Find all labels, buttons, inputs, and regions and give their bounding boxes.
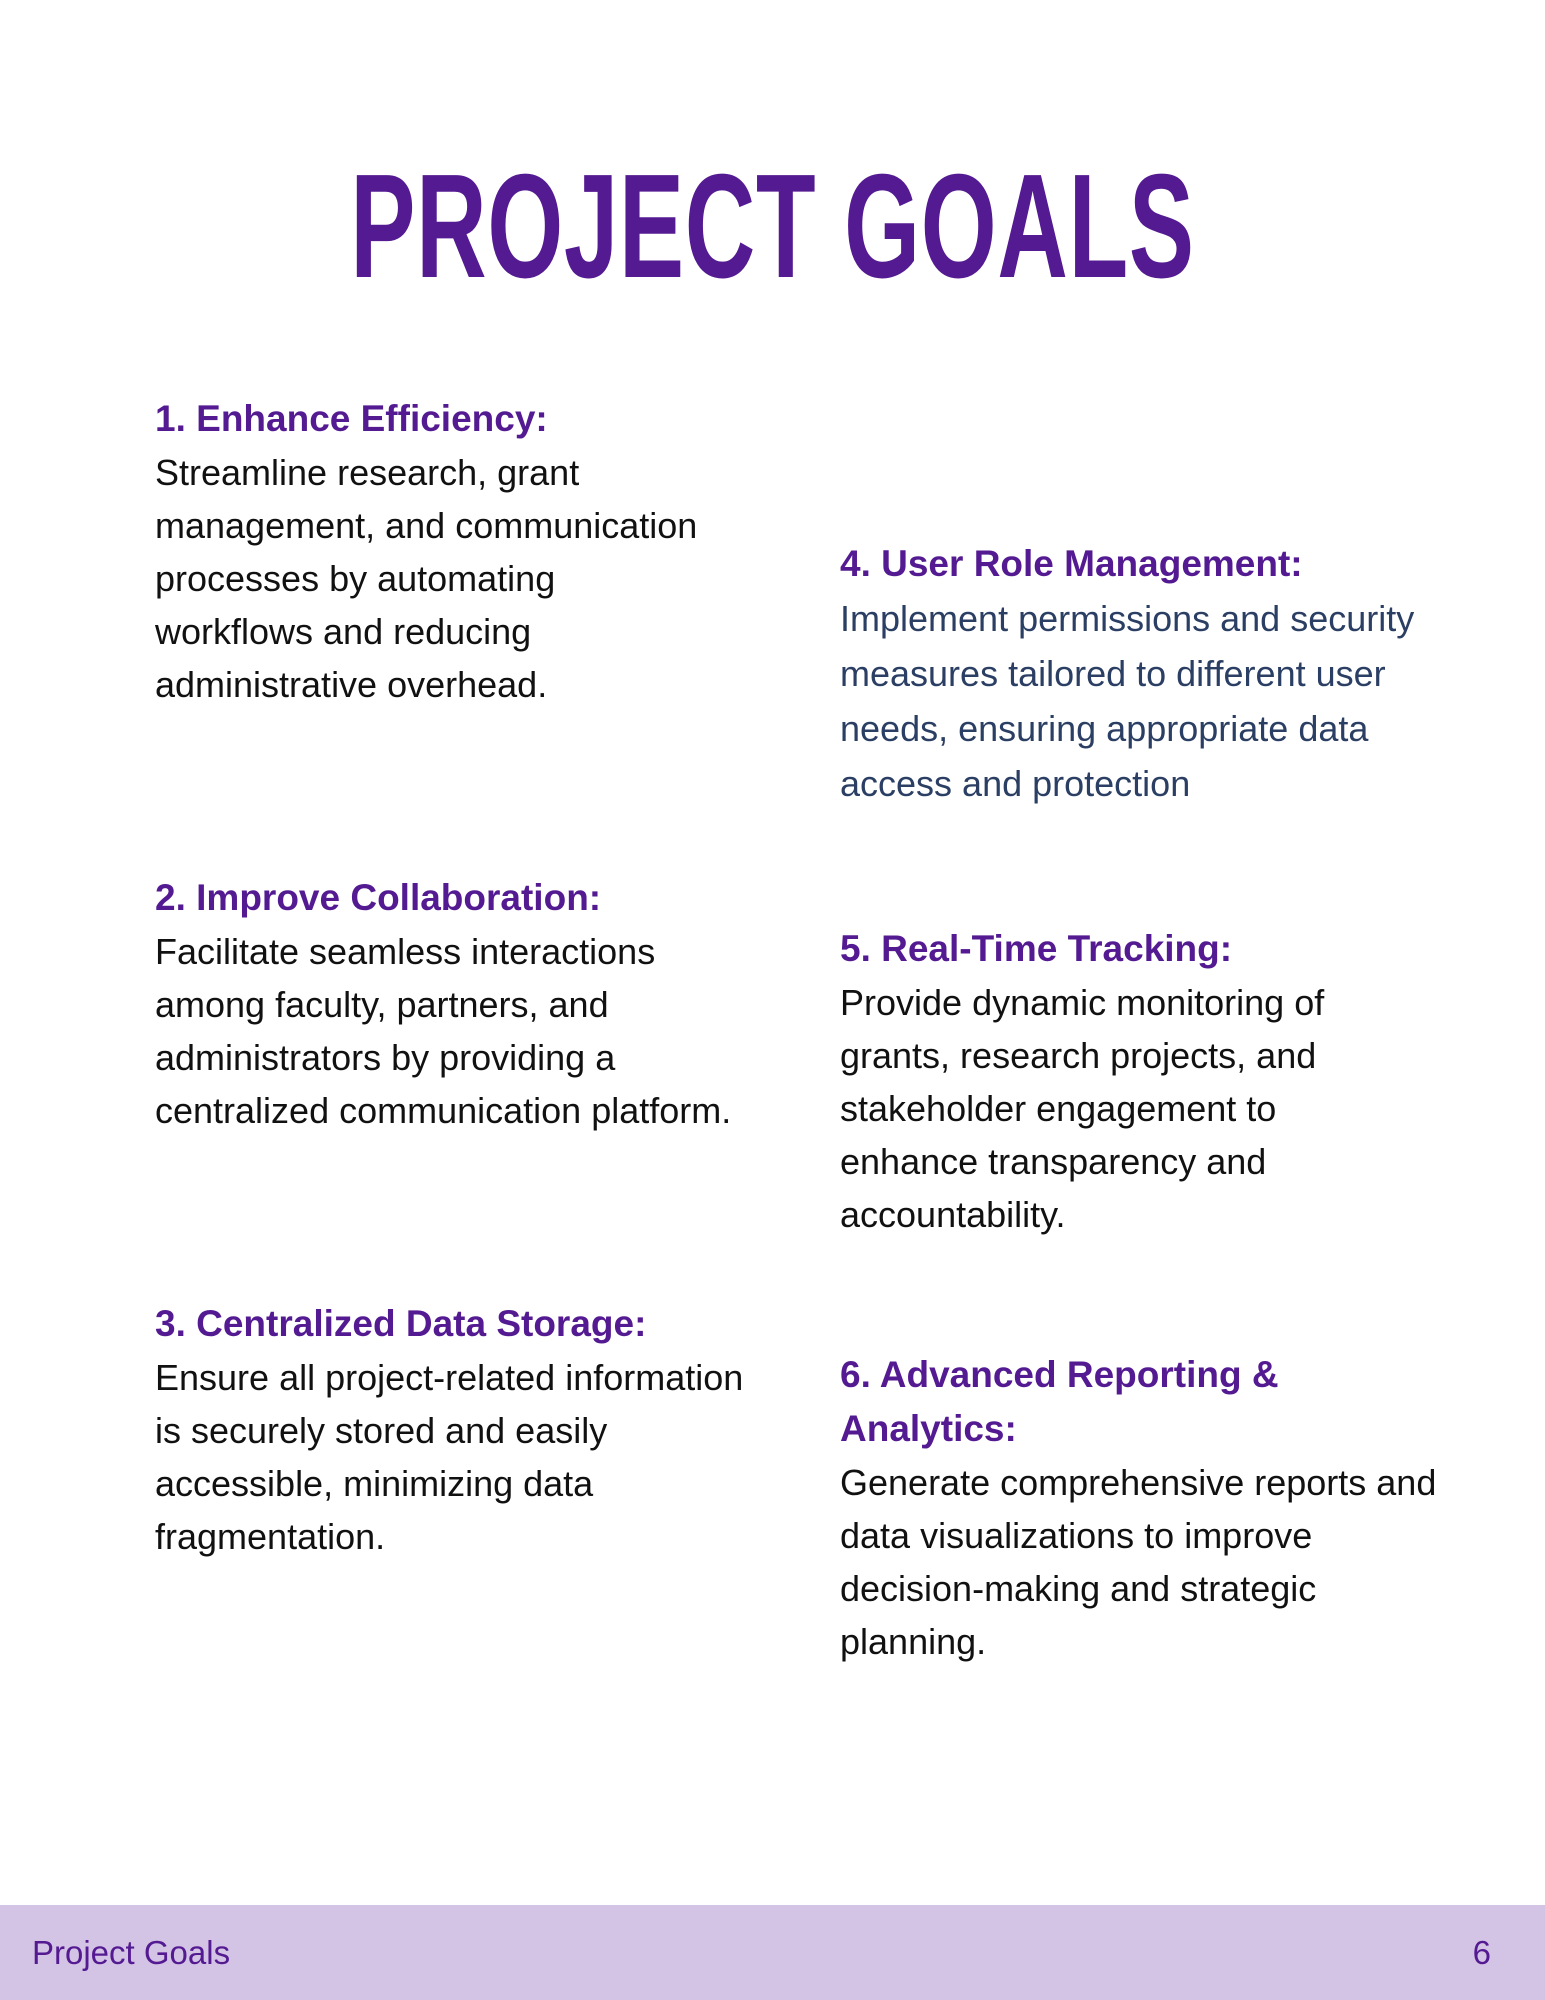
goal-description: Facilitate seamless interactions among faculty, partners, and administrators by providing a centralized communication platform. [155, 931, 732, 1131]
page-number: 6 [1472, 1934, 1491, 1971]
goal-description: Provide dynamic monitoring of grants, research projects, and stakeholder engagement to enhance transparency and accountability. [840, 982, 1325, 1235]
goal-description: Implement permissions and security measures tailored to different user needs, ensuring appropriate data access and protection [840, 598, 1415, 804]
goal-user-role-management [840, 537, 1430, 811]
page-footer [0, 1905, 1545, 2000]
page-title: PROJECT GOALS [350, 144, 1195, 309]
goal-title: 1. Enhance Efficiency: [155, 398, 548, 439]
goal-description: Generate comprehensive reports and data visualizations to improve decision-making and strategic planning. [840, 1462, 1437, 1662]
footer-label: Project Goals [32, 1934, 231, 1971]
goal-title: 3. Centralized Data Storage: [155, 1303, 647, 1344]
goal-title: 6. Advanced Reporting & Analytics: [840, 1354, 1279, 1449]
goal-advanced-reporting-analytics [840, 1348, 1440, 1668]
goal-enhance-efficiency [155, 392, 715, 711]
goal-centralized-data-storage [155, 1297, 755, 1563]
goal-description: Ensure all project-related information is securely stored and easily accessible, minimizing data fragmentation. [155, 1357, 744, 1557]
goal-title: 5. Real-Time Tracking: [840, 928, 1233, 969]
goal-description: Streamline research, grant management, and communication processes by automating workflows and reducing administrative overhead. [155, 452, 698, 705]
goal-improve-collaboration [155, 871, 735, 1137]
goal-title: 2. Improve Collaboration: [155, 877, 602, 918]
goal-real-time-tracking [840, 922, 1410, 1241]
goal-title: 4. User Role Management: [840, 543, 1303, 584]
